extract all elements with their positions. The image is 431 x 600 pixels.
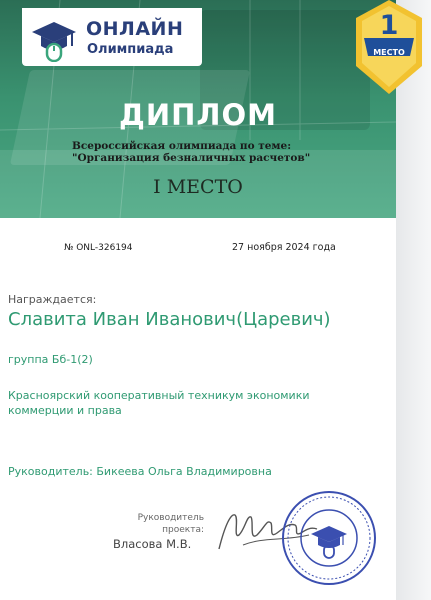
awarded-label: Награждается: bbox=[8, 293, 97, 306]
signatory-role-line1: Руководитель bbox=[137, 513, 204, 523]
graduation-cap-mouse-icon bbox=[28, 16, 80, 62]
signatory-role bbox=[126, 512, 204, 536]
registration-number: № ONL-326194 bbox=[64, 243, 133, 253]
official-stamp-icon bbox=[281, 490, 377, 586]
signatory-name: Власова М.В. bbox=[113, 537, 192, 551]
badge-number: 1 bbox=[379, 10, 399, 41]
olympiad-logo bbox=[22, 8, 202, 66]
diploma-title: ДИПЛОМ bbox=[119, 98, 277, 132]
logo-title: ОНЛАЙН bbox=[86, 18, 184, 40]
diploma-header bbox=[0, 0, 396, 218]
institution-name: Красноярский кооперативный техникум экономики коммерции и права bbox=[8, 389, 310, 417]
badge-label: МЕСТО bbox=[373, 48, 405, 57]
student-group: группа Бб-1(2) bbox=[8, 353, 93, 366]
signatory-role-line2: проекта: bbox=[162, 525, 204, 535]
place-text: I МЕСТО bbox=[153, 176, 243, 198]
awardee-name: Славита Иван Иванович(Царевич) bbox=[8, 309, 331, 330]
supervisor-name: Бикеева Ольга Владимировна bbox=[96, 465, 272, 478]
olympiad-theme: Всероссийская олимпиада по теме: "Организация безналичных расчетов" bbox=[72, 140, 311, 164]
logo-subtitle: Олимпиада bbox=[87, 42, 174, 57]
supervisor-line bbox=[8, 465, 272, 478]
supervisor-label: Руководитель: bbox=[8, 465, 93, 478]
issue-date: 27 ноября 2024 года bbox=[232, 242, 336, 253]
